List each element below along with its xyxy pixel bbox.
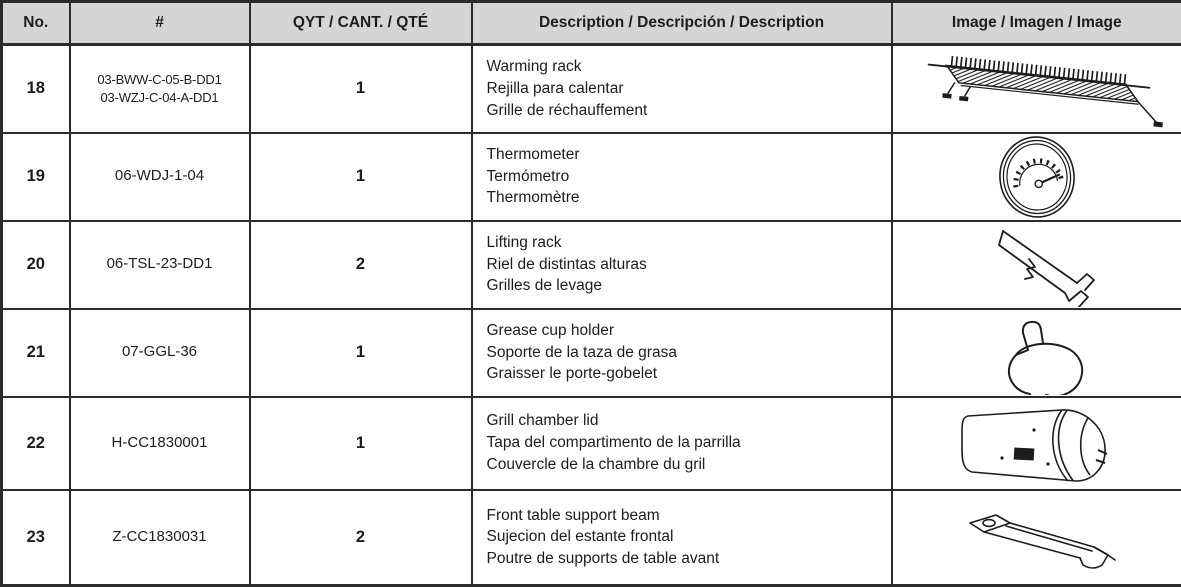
part-number-line: 06-TSL-23-DD1 [71,254,249,274]
description-line: Grilles de levage [487,275,891,297]
column-header-quantity: QYT / CANT. / QTÉ [250,2,472,45]
table-row [2,397,1181,490]
cell-quantity: 1 [250,397,472,490]
column-header-no: No. [2,2,70,45]
part-number-line: 03-BWW-C-05-B-DD1 [71,71,249,89]
cell-part-number [70,490,250,586]
cell-no: 22 [2,397,70,490]
cell-no: 21 [2,309,70,397]
thermometer-image [982,135,1092,219]
table-row [2,221,1181,309]
cell-quantity: 2 [250,221,472,309]
description-line: Grille de réchauffement [487,100,891,122]
cell-no: 20 [2,221,70,309]
cell-image [892,309,1181,397]
description-line: Lifting rack [487,232,891,254]
description-line: Sujecion del estante frontal [487,526,891,548]
description-line: Riel de distintas alturas [487,254,891,276]
description-line: Thermometer [487,144,891,166]
description-line: Grease cup holder [487,320,891,342]
cell-image [892,133,1181,221]
header-row [2,2,1181,45]
table-row [2,309,1181,397]
part-number-line: H-CC1830001 [71,433,249,453]
column-header-description: Description / Descripción / Description [472,2,892,45]
table-row [2,133,1181,221]
cell-description [472,45,892,133]
description-line: Rejilla para calentar [487,78,891,100]
cell-description [472,133,892,221]
cell-part-number [70,397,250,490]
description-line: Tapa del compartimento de la parrilla [487,432,891,454]
description-line: Graisser le porte-gobelet [487,363,891,385]
column-header-part-number: # [70,2,250,45]
cell-quantity: 1 [250,133,472,221]
description-line: Thermomètre [487,187,891,209]
grill-chamber-lid-image [942,400,1132,487]
part-number-line: Z-CC1830031 [71,527,249,547]
cell-quantity: 2 [250,490,472,586]
table-row [2,490,1181,586]
part-number-line: 03-WZJ-C-04-A-DD1 [71,89,249,107]
cell-image [892,397,1181,490]
part-number-line: 06-WDJ-1-04 [71,166,249,186]
cell-description [472,397,892,490]
cell-image [892,490,1181,586]
cell-description [472,309,892,397]
lifting-rack-image [957,223,1117,307]
cell-image [892,221,1181,309]
cell-image [892,45,1181,133]
cell-description [472,221,892,309]
cell-no: 23 [2,490,70,586]
description-line: Front table support beam [487,505,891,527]
description-line: Grill chamber lid [487,410,891,432]
description-line: Warming rack [487,56,891,78]
warming-rack-image [897,48,1177,130]
cell-part-number [70,45,250,133]
description-line: Termómetro [487,166,891,188]
grease-cup-holder-image [972,311,1102,395]
part-number-line: 07-GGL-36 [71,342,249,362]
description-line: Soporte de la taza de grasa [487,342,891,364]
front-table-support-beam-image [932,493,1142,581]
description-line: Couvercle de la chambre du gril [487,454,891,476]
table-row [2,45,1181,133]
cell-no: 18 [2,45,70,133]
column-header-image: Image / Imagen / Image [892,2,1181,45]
table-header [2,2,1181,45]
cell-part-number [70,309,250,397]
cell-no: 19 [2,133,70,221]
cell-part-number [70,221,250,309]
cell-description [472,490,892,586]
cell-part-number [70,133,250,221]
cell-quantity: 1 [250,45,472,133]
description-line: Poutre de supports de table avant [487,548,891,570]
cell-quantity: 1 [250,309,472,397]
